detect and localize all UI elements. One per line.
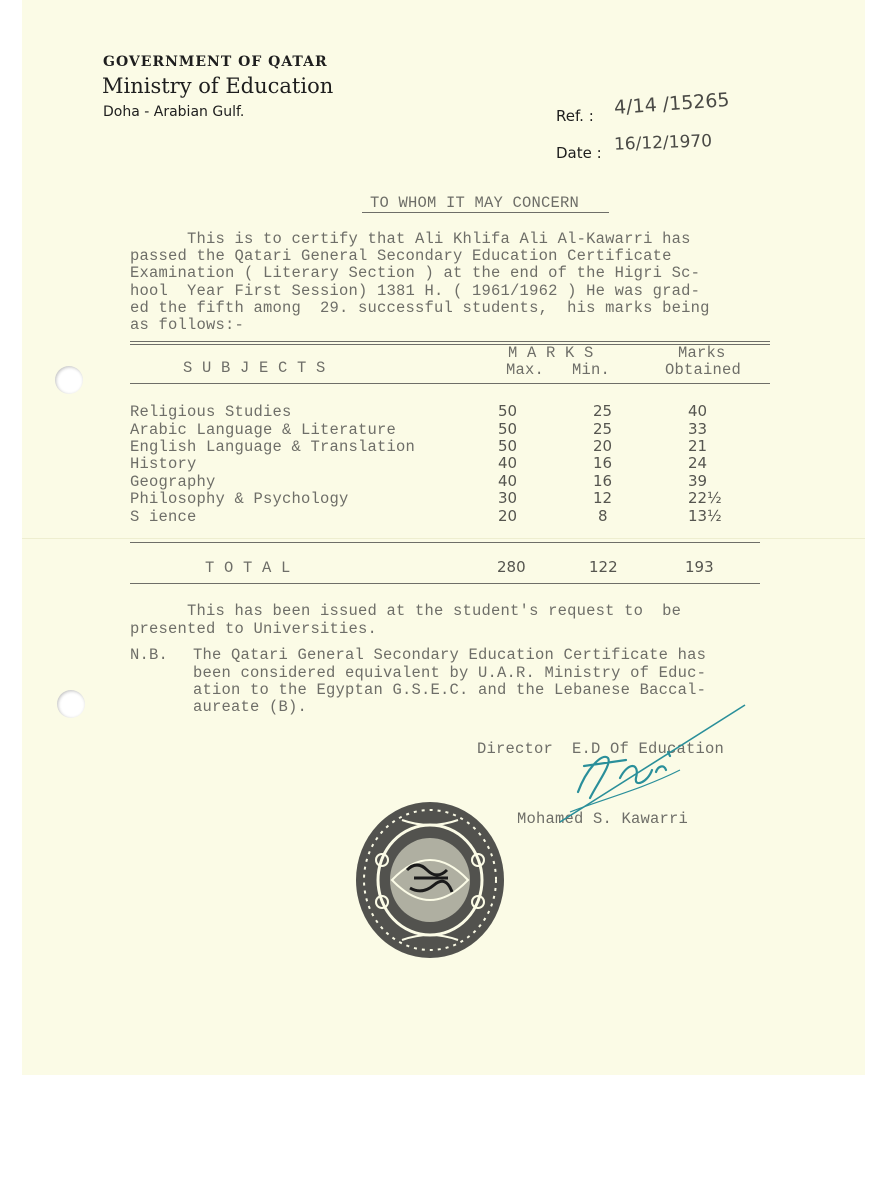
- header-subjects: S U B J E C T S: [183, 359, 326, 377]
- row-obtained: 40: [688, 402, 708, 420]
- row-subject: Arabic Language & Literature: [130, 421, 397, 439]
- table-top-rule-inner: [130, 344, 770, 345]
- nb-line: The Qatari General Secondary Education Certificate has: [193, 646, 707, 664]
- body-line: passed the Qatari General Secondary Education Certificate: [130, 247, 672, 265]
- body-line: as follows:-: [130, 316, 245, 334]
- header-obtained-1: Marks: [678, 344, 726, 362]
- row-obtained: 24: [688, 454, 708, 472]
- row-max: 40: [498, 472, 518, 490]
- row-min: 16: [593, 472, 613, 490]
- punch-hole-top: [55, 366, 83, 394]
- row-max: 30: [498, 489, 518, 507]
- location-line: Doha - Arabian Gulf.: [103, 104, 245, 120]
- total-obtained: 193: [685, 558, 714, 576]
- row-max: 50: [498, 402, 518, 420]
- header-max: Max.: [506, 361, 545, 379]
- row-subject: Philosophy & Psychology: [130, 490, 349, 508]
- table-bottom-rule: [130, 583, 760, 584]
- punch-hole-bottom: [57, 690, 85, 718]
- table-top-rule: [130, 341, 770, 342]
- date-label: Date :: [556, 144, 602, 162]
- row-obtained: 21: [688, 437, 708, 455]
- ministry-heading: Ministry of Education: [102, 74, 334, 98]
- table-header-rule: [130, 383, 770, 384]
- issued-line: This has been issued at the student's request to be: [130, 602, 682, 620]
- document-title: TO WHOM IT MAY CONCERN: [370, 194, 580, 212]
- row-min: 16: [593, 454, 613, 472]
- signatory-name: Mohamed S. Kawarri: [517, 810, 689, 828]
- row-min: 25: [593, 402, 613, 420]
- total-label: T O T A L: [205, 559, 291, 577]
- nb-line: aureate (B).: [193, 698, 308, 716]
- row-subject: English Language & Translation: [130, 438, 416, 456]
- row-obtained: 13½: [688, 507, 722, 525]
- row-max: 50: [498, 420, 518, 438]
- row-max: 50: [498, 437, 518, 455]
- body-line: Examination ( Literary Section ) at the end of the Higri Sc-: [130, 264, 701, 282]
- ref-value: 4/14 /15265: [613, 88, 731, 120]
- paper-fold-line: [22, 538, 865, 539]
- table-total-top-rule: [130, 542, 760, 543]
- row-obtained: 33: [688, 420, 708, 438]
- row-obtained: 22½: [688, 489, 722, 507]
- title-underline: [362, 212, 609, 213]
- nb-line: been considered equivalent by U.A.R. Ministry of Educ-: [193, 664, 707, 682]
- body-line: hool Year First Session) 1381 H. ( 1961/1962 ) He was grad-: [130, 282, 701, 300]
- row-subject: History: [130, 455, 197, 473]
- signatory-title: Director E.D Of Education: [477, 740, 725, 758]
- government-heading: GOVERNMENT OF QATAR: [103, 54, 328, 70]
- total-max: 280: [497, 558, 526, 576]
- body-line: This is to certify that Ali Khlifa Ali Al-Kawarri has: [130, 230, 691, 248]
- nb-line: ation to the Egyptan G.S.E.C. and the Lebanese Baccal-: [193, 681, 707, 699]
- row-min: 20: [593, 437, 613, 455]
- row-obtained: 39: [688, 472, 708, 490]
- date-value: 16/12/1970: [613, 131, 713, 155]
- header-min: Min.: [572, 361, 611, 379]
- nb-label: N.B.: [130, 646, 169, 664]
- row-min: 8: [598, 507, 608, 525]
- handwritten-signature: [540, 700, 750, 830]
- header-marks: M A R K S: [508, 344, 594, 362]
- total-min: 122: [589, 558, 618, 576]
- row-max: 20: [498, 507, 518, 525]
- header-obtained-2: Obtained: [665, 361, 742, 379]
- body-line: ed the fifth among 29. successful students, his marks being: [130, 299, 710, 317]
- row-subject: Religious Studies: [130, 403, 292, 421]
- row-subject: Geography: [130, 473, 216, 491]
- official-seal-stamp: [352, 800, 508, 960]
- row-min: 12: [593, 489, 613, 507]
- row-max: 40: [498, 454, 518, 472]
- issued-line: presented to Universities.: [130, 620, 378, 638]
- row-min: 25: [593, 420, 613, 438]
- ref-label: Ref. :: [556, 107, 594, 125]
- row-subject: S ience: [130, 508, 197, 526]
